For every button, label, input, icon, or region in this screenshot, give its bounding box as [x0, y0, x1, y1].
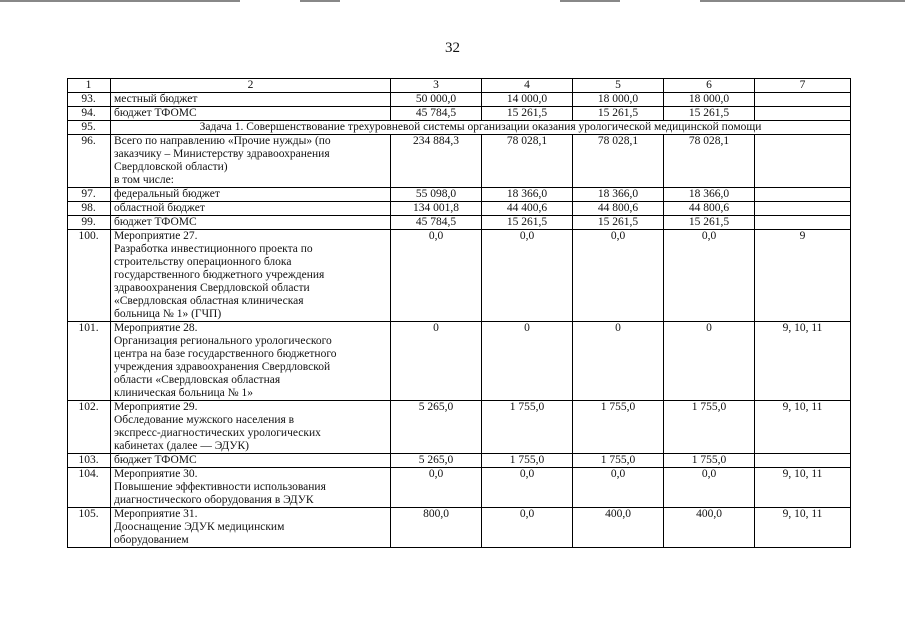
target-indicators-cell — [755, 135, 851, 188]
row-description — [111, 202, 391, 216]
amount-cell: 0,0 — [664, 230, 755, 322]
row-description — [111, 508, 391, 548]
target-indicators-cell: 9, 10, 11 — [755, 401, 851, 454]
description-line: Повышение эффективности использования — [114, 481, 326, 493]
target-indicators-cell: 9, 10, 11 — [755, 468, 851, 508]
amount-cell: 0,0 — [482, 230, 573, 322]
target-indicators-cell — [755, 93, 851, 107]
row-number: 105. — [68, 508, 111, 548]
amount-cell: 18 366,0 — [482, 188, 573, 202]
row-number: 104. — [68, 468, 111, 508]
table-row — [68, 188, 851, 202]
target-indicators-cell — [755, 202, 851, 216]
target-indicators-cell — [755, 107, 851, 121]
amount-cell: 5 265,0 — [391, 454, 482, 468]
column-number-row — [68, 79, 851, 93]
row-number: 101. — [68, 322, 111, 401]
amount-cell: 134 001,8 — [391, 202, 482, 216]
row-number: 94. — [68, 107, 111, 121]
description-line: Мероприятие 31. — [114, 508, 198, 520]
column-header: 4 — [482, 79, 573, 93]
column-header: 2 — [111, 79, 391, 93]
column-header: 6 — [664, 79, 755, 93]
amount-cell: 15 261,5 — [573, 107, 664, 121]
row-number: 97. — [68, 188, 111, 202]
table-row — [68, 93, 851, 107]
amount-cell: 44 800,6 — [573, 202, 664, 216]
table-row — [68, 230, 851, 322]
column-header: 1 — [68, 79, 111, 93]
row-number: 96. — [68, 135, 111, 188]
amount-cell: 0,0 — [573, 230, 664, 322]
description-line: области «Свердловская областная — [114, 374, 281, 386]
target-indicators-cell: 9, 10, 11 — [755, 322, 851, 401]
amount-cell: 1 755,0 — [482, 401, 573, 454]
table-row — [68, 135, 851, 188]
amount-cell: 45 784,5 — [391, 107, 482, 121]
amount-cell: 0,0 — [391, 230, 482, 322]
row-description — [111, 322, 391, 401]
amount-cell: 15 261,5 — [482, 107, 573, 121]
column-header: 5 — [573, 79, 664, 93]
row-description — [111, 454, 391, 468]
amount-cell: 78 028,1 — [664, 135, 755, 188]
row-description — [111, 107, 391, 121]
target-indicators-cell — [755, 216, 851, 230]
table-row — [68, 508, 851, 548]
row-description — [111, 135, 391, 188]
amount-cell: 0 — [482, 322, 573, 401]
description-line: Дооснащение ЭДУК медицинским — [114, 521, 285, 533]
task-title: Задача 1. Совершенствование трехуровневой системы организации оказания урологической медицинской помощи — [111, 121, 851, 135]
description-line: бюджет ТФОМС — [114, 454, 197, 466]
table-row — [68, 401, 851, 454]
amount-cell: 15 261,5 — [664, 216, 755, 230]
description-line: местный бюджет — [114, 93, 198, 105]
description-line: областной бюджет — [114, 202, 205, 214]
amount-cell: 0,0 — [391, 468, 482, 508]
description-line: оборудованием — [114, 534, 189, 546]
description-line: здравоохранения Свердловской области — [114, 282, 310, 294]
description-line: кабинетах (далее — ЭДУК) — [114, 440, 250, 452]
target-indicators-cell — [755, 454, 851, 468]
amount-cell: 234 884,3 — [391, 135, 482, 188]
amount-cell: 15 261,5 — [573, 216, 664, 230]
amount-cell: 1 755,0 — [482, 454, 573, 468]
row-number: 102. — [68, 401, 111, 454]
amount-cell: 15 261,5 — [664, 107, 755, 121]
amount-cell: 78 028,1 — [573, 135, 664, 188]
table-row — [68, 454, 851, 468]
description-line: диагностического оборудования в ЭДУК — [114, 494, 314, 506]
description-line: больница № 1» (ГЧП) — [114, 308, 222, 320]
table-row — [68, 468, 851, 508]
amount-cell: 18 000,0 — [664, 93, 755, 107]
description-line: бюджет ТФОМС — [114, 107, 197, 119]
description-line: центра на базе государственного бюджетного — [114, 348, 337, 360]
amount-cell: 0 — [664, 322, 755, 401]
amount-cell: 18 366,0 — [664, 188, 755, 202]
amount-cell: 18 366,0 — [573, 188, 664, 202]
description-line: Мероприятие 30. — [114, 468, 198, 480]
description-line: в том числе: — [114, 174, 174, 186]
column-header: 7 — [755, 79, 851, 93]
description-line: Всего по направлению «Прочие нужды» (по — [114, 135, 331, 147]
amount-cell: 0,0 — [482, 508, 573, 548]
target-indicators-cell — [755, 188, 851, 202]
amount-cell: 0 — [573, 322, 664, 401]
amount-cell: 78 028,1 — [482, 135, 573, 188]
description-line: Мероприятие 29. — [114, 401, 198, 413]
description-line: учреждения здравоохранения Свердловской — [114, 361, 331, 373]
description-line: Мероприятие 28. — [114, 322, 198, 334]
amount-cell: 44 800,6 — [664, 202, 755, 216]
description-line: экспресс-диагностических урологических — [114, 427, 321, 439]
description-line: Организация регионального урологического — [114, 335, 332, 347]
description-line: строительству операционного блока — [114, 256, 292, 268]
amount-cell: 45 784,5 — [391, 216, 482, 230]
amount-cell: 44 400,6 — [482, 202, 573, 216]
amount-cell: 1 755,0 — [573, 454, 664, 468]
column-header: 3 — [391, 79, 482, 93]
description-line: Свердловской области) — [114, 161, 228, 173]
amount-cell: 50 000,0 — [391, 93, 482, 107]
row-description — [111, 216, 391, 230]
amount-cell: 1 755,0 — [573, 401, 664, 454]
description-line: заказчику – Министерству здравоохранения — [114, 148, 330, 160]
amount-cell: 18 000,0 — [573, 93, 664, 107]
amount-cell: 1 755,0 — [664, 401, 755, 454]
amount-cell: 0,0 — [664, 468, 755, 508]
budget-table — [67, 78, 851, 548]
description-line: Разработка инвестиционного проекта по — [114, 243, 313, 255]
table-row — [68, 107, 851, 121]
row-number: 93. — [68, 93, 111, 107]
row-number: 98. — [68, 202, 111, 216]
table-row — [68, 322, 851, 401]
scan-top-edge — [0, 0, 905, 4]
amount-cell: 14 000,0 — [482, 93, 573, 107]
description-line: бюджет ТФОМС — [114, 216, 197, 228]
row-description — [111, 401, 391, 454]
amount-cell: 400,0 — [664, 508, 755, 548]
target-indicators-cell: 9, 10, 11 — [755, 508, 851, 548]
row-number: 95. — [68, 121, 111, 135]
amount-cell: 0,0 — [573, 468, 664, 508]
amount-cell: 15 261,5 — [482, 216, 573, 230]
task-row — [68, 121, 851, 135]
page-number: 32 — [445, 40, 460, 56]
description-line: клиническая больница № 1» — [114, 387, 253, 399]
row-number: 103. — [68, 454, 111, 468]
amount-cell: 5 265,0 — [391, 401, 482, 454]
row-description — [111, 188, 391, 202]
amount-cell: 0 — [391, 322, 482, 401]
description-line: Мероприятие 27. — [114, 230, 198, 242]
description-line: «Свердловская областная клиническая — [114, 295, 304, 307]
table-row — [68, 216, 851, 230]
amount-cell: 0,0 — [482, 468, 573, 508]
amount-cell: 55 098,0 — [391, 188, 482, 202]
row-description — [111, 230, 391, 322]
target-indicators-cell: 9 — [755, 230, 851, 322]
row-description — [111, 468, 391, 508]
amount-cell: 800,0 — [391, 508, 482, 548]
amount-cell: 400,0 — [573, 508, 664, 548]
row-number: 99. — [68, 216, 111, 230]
description-line: государственного бюджетного учреждения — [114, 269, 325, 281]
row-description — [111, 93, 391, 107]
row-number: 100. — [68, 230, 111, 322]
amount-cell: 1 755,0 — [664, 454, 755, 468]
table-row — [68, 202, 851, 216]
description-line: Обследование мужского населения в — [114, 414, 295, 426]
description-line: федеральный бюджет — [114, 188, 220, 200]
